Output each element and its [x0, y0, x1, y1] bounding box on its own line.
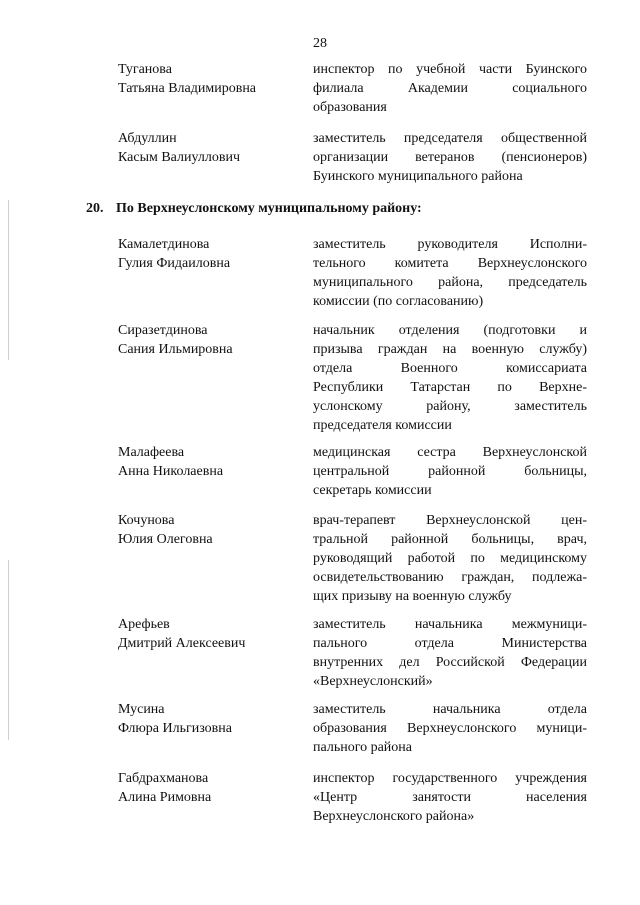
person-name: [118, 321, 298, 359]
role-line: заместитель председателя общественной: [313, 131, 587, 146]
role-line: руководящий работой по медицинскому: [313, 551, 587, 566]
person-role: [313, 769, 587, 826]
role-line: центральной районной больницы,: [313, 464, 587, 479]
page-number: 28: [313, 36, 327, 51]
role-line: инспектор по учебной части Буинского: [313, 62, 587, 77]
role-line: заместитель начальника отдела: [313, 702, 587, 717]
role-line: Верхнеуслонского района»: [313, 809, 475, 824]
person-role: [313, 700, 587, 757]
person-role: [313, 615, 587, 691]
person-surname: Кочунова: [118, 513, 175, 528]
person-role: [313, 235, 587, 311]
person-role: [313, 321, 587, 435]
role-line: начальник отделения (подготовки и: [313, 323, 587, 338]
role-line: председателя комиссии: [313, 418, 452, 433]
role-line: организации ветеранов (пенсионеров): [313, 150, 587, 165]
person-role: [313, 511, 587, 606]
person-given-name: Касым Валиуллович: [118, 150, 241, 165]
person-name: [118, 700, 298, 738]
role-line: тельного комитета Верхнеуслонского: [313, 256, 587, 271]
role-line: секретарь комиссии: [313, 483, 432, 498]
person-name: [118, 615, 298, 653]
section-title: По Верхнеуслонскому муниципальному району:: [116, 201, 422, 216]
scan-edge-mark: [8, 200, 9, 360]
person-name: [118, 511, 298, 549]
person-given-name: Татьяна Владимировна: [118, 81, 257, 96]
role-line: филиала Академии социального: [313, 81, 587, 96]
scan-edge-mark: [8, 560, 9, 740]
person-role: [313, 443, 587, 500]
person-surname: Малафеева: [118, 445, 185, 460]
person-surname: Сиразетдинова: [118, 323, 208, 338]
role-line: щих призыву на военную службу: [313, 589, 512, 604]
role-line: призыва граждан на военную службу): [313, 342, 587, 357]
person-surname: Габдрахманова: [118, 771, 209, 786]
role-line: комиссии (по согласованию): [313, 294, 484, 309]
role-line: образования Верхнеуслонского муници-: [313, 721, 587, 736]
role-line: тральной районной больницы, врач,: [313, 532, 587, 547]
person-surname: Туганова: [118, 62, 172, 77]
role-line: пального отдела Министерства: [313, 636, 587, 651]
role-line: Буинского муниципального района: [313, 169, 523, 184]
role-line: заместитель начальника межмуници-: [313, 617, 587, 632]
person-given-name: Дмитрий Алексеевич: [118, 636, 246, 651]
section-number: 20.: [86, 201, 104, 216]
role-line: «Центр занятости населения: [313, 790, 587, 805]
role-line: «Верхнеуслонский»: [313, 674, 433, 689]
role-line: услонскому району, заместитель: [313, 399, 587, 414]
person-name: [118, 443, 298, 481]
person-name: [118, 769, 298, 807]
person-name: [118, 60, 298, 98]
person-given-name: Юлия Олеговна: [118, 532, 213, 547]
role-line: освидетельствованию граждан, подлежа-: [313, 570, 587, 585]
role-line: образования: [313, 100, 387, 115]
person-surname: Абдуллин: [118, 131, 177, 146]
role-line: отдела Военного комиссариата: [313, 361, 587, 376]
person-given-name: Гулия Фидаиловна: [118, 256, 231, 271]
section-heading: [86, 201, 422, 217]
role-line: внутренних дел Российской Федерации: [313, 655, 587, 670]
person-given-name: Алина Римовна: [118, 790, 212, 805]
role-line: заместитель руководителя Исполни-: [313, 237, 587, 252]
person-role: [313, 129, 587, 186]
person-surname: Мусина: [118, 702, 165, 717]
role-line: муниципального района, председатель: [313, 275, 587, 290]
role-line: медицинская сестра Верхнеуслонской: [313, 445, 587, 460]
person-given-name: Анна Николаевна: [118, 464, 224, 479]
role-line: инспектор государственного учреждения: [313, 771, 587, 786]
person-name: [118, 235, 298, 273]
person-role: [313, 60, 587, 117]
person-given-name: Флюра Ильгизовна: [118, 721, 233, 736]
person-name: [118, 129, 298, 167]
person-surname: Арефьев: [118, 617, 170, 632]
role-line: Республики Татарстан по Верхне-: [313, 380, 587, 395]
person-surname: Камалетдинова: [118, 237, 210, 252]
person-given-name: Сания Ильмировна: [118, 342, 233, 357]
role-line: врач-терапевт Верхнеуслонской цен-: [313, 513, 587, 528]
role-line: пального района: [313, 740, 412, 755]
